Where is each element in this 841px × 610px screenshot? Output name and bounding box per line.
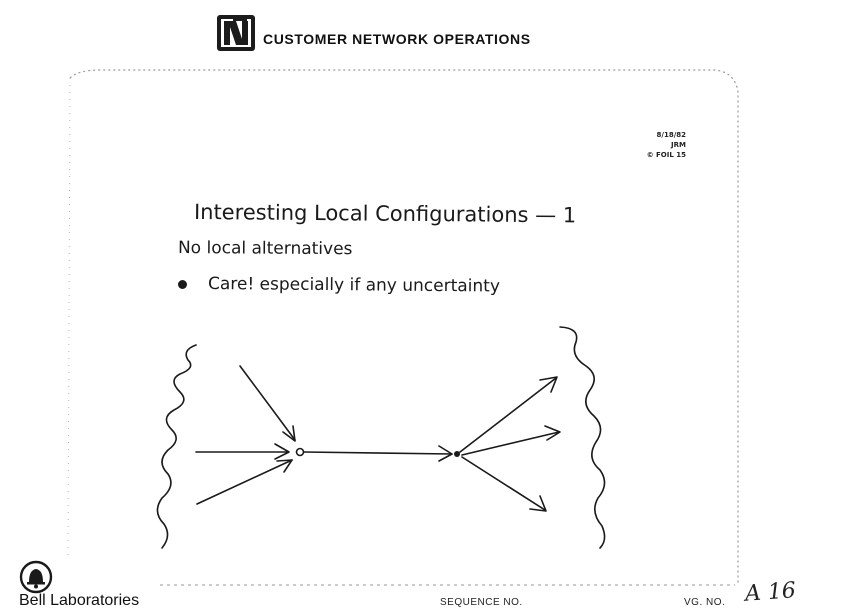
right-wavy-boundary-icon	[560, 327, 605, 548]
arrow-icon	[462, 432, 559, 455]
arrow-icon	[462, 457, 545, 510]
arrow-icon	[460, 378, 556, 452]
bullet-item: Care! especially if any uncertainty	[207, 274, 501, 297]
node-icon	[454, 451, 460, 457]
slide-subtitle: No local alternatives	[177, 238, 353, 260]
footer-organization: Bell Laboratories	[19, 592, 140, 609]
handwritten-vg-number: A 16	[744, 578, 797, 607]
node-icon	[297, 449, 304, 456]
foil-number: © FOIL 15	[646, 151, 686, 159]
left-wavy-boundary-icon	[157, 345, 196, 548]
sequence-number-label: SEQUENCE NO.	[440, 597, 523, 608]
org-name: CUSTOMER NETWORK OPERATIONS	[263, 31, 531, 47]
bell-logo-icon	[18, 560, 54, 594]
foil-date: 8/18/82	[656, 131, 686, 139]
foil-author: JRM	[671, 141, 686, 149]
arrow-icon	[240, 366, 295, 440]
arrow-icon	[197, 460, 292, 504]
arrow-icon	[304, 452, 452, 454]
vg-number-label: VG. NO.	[684, 597, 726, 608]
slide-title: Interesting Local Configurations — 1	[193, 200, 577, 228]
arrow-icon	[283, 426, 295, 441]
